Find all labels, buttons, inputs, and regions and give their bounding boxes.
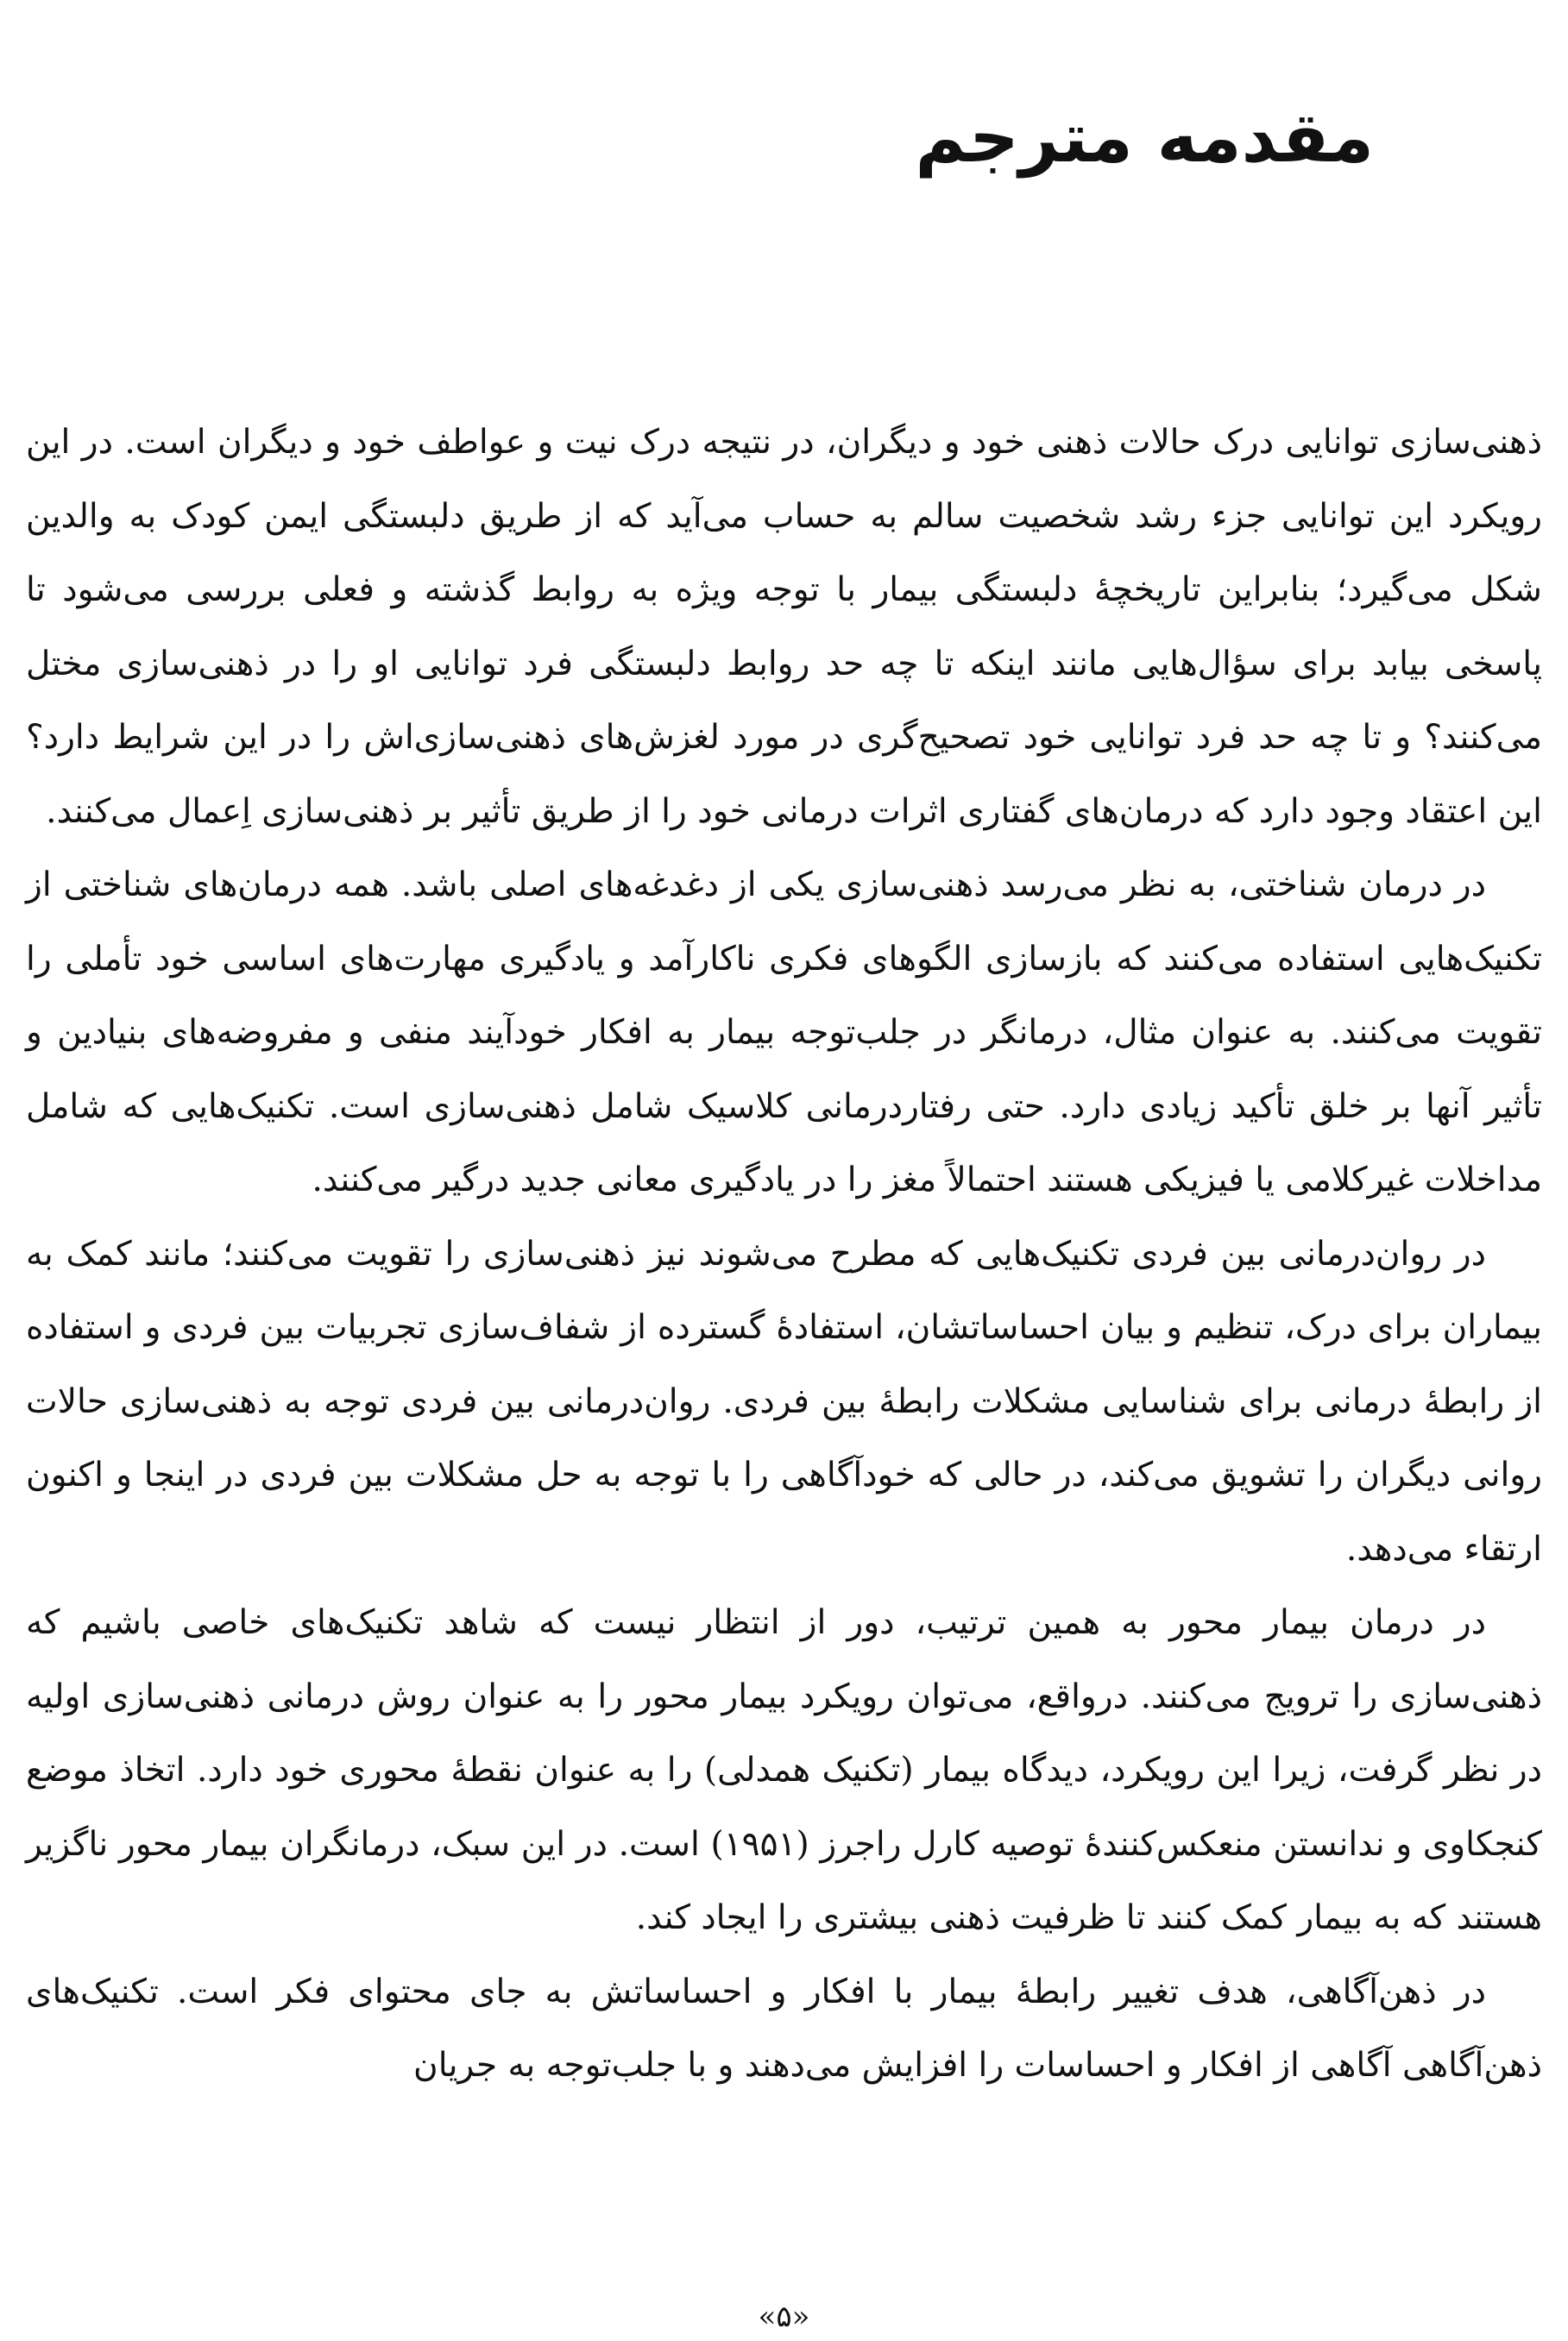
page-title: مقدمه مترجم (915, 98, 1374, 178)
paragraph: در درمان شناختی، به نظر می‌رسد ذهنی‌سازی یکی از دغدغه‌های اصلی باشد. همه درمان‌های شناختی از تکنیک‌هایی استفاده می‌کنند که بازسازی الگوهای فکری ناکارآمد و یادگیری مهارت‌های اساسی خود تأملی را تقویت می‌کنند. به عنوان مثال، درمانگر در جلب‌توجه بیمار به افکار خودآیند منفی و مفروضه‌های بنیادین و تأثیر آنها بر خلق تأکید زیادی دارد. حتی رفتاردرمانی کلاسیک شامل ذهنی‌سازی است. تکنیک‌هایی که شامل مداخلات غیرکلامی یا فیزیکی هستند احتمالاً مغز را در یادگیری معانی جدید درگیر می‌کنند. (26, 865, 1542, 1199)
paragraph: در درمان بیمار محور به همین ترتیب، دور از انتظار نیست که شاهد تکنیک‌های خاصی باشیم که ذهنی‌سازی را ترویج می‌کنند. درواقع، می‌توان رویکرد بیمار محور را به عنوان روش درمانی ذهنی‌سازی اولیه در نظر گرفت، زیرا این رویکرد، دیدگاه بیمار (تکنیک همدلی) را به عنوان نقطهٔ محوری خود دارد. اتخاذ موضع کنجکاوی و ندانستن منعکس‌کنندهٔ توصیه کارل راجرز (۱۹۵۱) است. در این سبک، درمانگران بیمار محور ناگزیر هستند که به بیمار کمک کنند تا ظرفیت ذهنی بیشتری را ایجاد کند. (26, 1603, 1542, 1937)
paragraph: در روان‌درمانی بین فردی تکنیک‌هایی که مطرح می‌شوند نیز ذهنی‌سازی را تقویت می‌کنند؛ مانند کمک به بیماران برای درک، تنظیم و بیان احساساتشان، استفادهٔ گسترده از شفاف‌سازی تجربیات بین فردی و استفاده از رابطهٔ درمانی برای شناسایی مشکلات رابطهٔ بین فردی. روان‌درمانی بین فردی توجه به ذهنی‌سازی حالات روانی دیگران را تشویق می‌کند، در حالی که خودآگاهی را با توجه به حل مشکلات بین فردی در اینجا و اکنون ارتقاء می‌دهد. (26, 1234, 1543, 1569)
body-text (26, 406, 1542, 2103)
page-number: «۵» (758, 2300, 810, 2334)
paragraph: در ذهن‌آگاهی، هدف تغییر رابطهٔ بیمار با افکار و احساساتش به جای محتوای فکر است. تکنیک‌های ذهن‌آگاهی آگاهی از افکار و احساسات را افزایش می‌دهند و با جلب‌توجه به جریان (26, 1972, 1542, 2085)
paragraph: ذهنی‌سازی توانایی درک حالات ذهنی خود و دیگران، در نتیجه درک نیت و عواطف خود و دیگران است. در این رویکرد این توانایی جزء رشد شخصیت سالم به حساب می‌آید که از طریق دلبستگی ایمن کودک به والدین شکل می‌گیرد؛ بنابراین تاریخچهٔ دلبستگی بیمار با توجه ویژه به روابط گذشته و فعلی بررسی می‌شود تا پاسخی بیابد برای سؤال‌هایی مانند اینکه تا چه حد روابط دلبستگی فرد توانایی او را در ذهنی‌سازی مختل می‌کنند؟ و تا چه حد فرد توانایی خود تصحیح‌گری در مورد لغزش‌های ذهنی‌سازی‌اش را در این شرایط دارد؟ این اعتقاد وجود دارد که درمان‌های گفتاری اثرات درمانی خود را از طریق تأثیر بر ذهنی‌سازی اِعمال می‌کنند. (26, 423, 1542, 831)
